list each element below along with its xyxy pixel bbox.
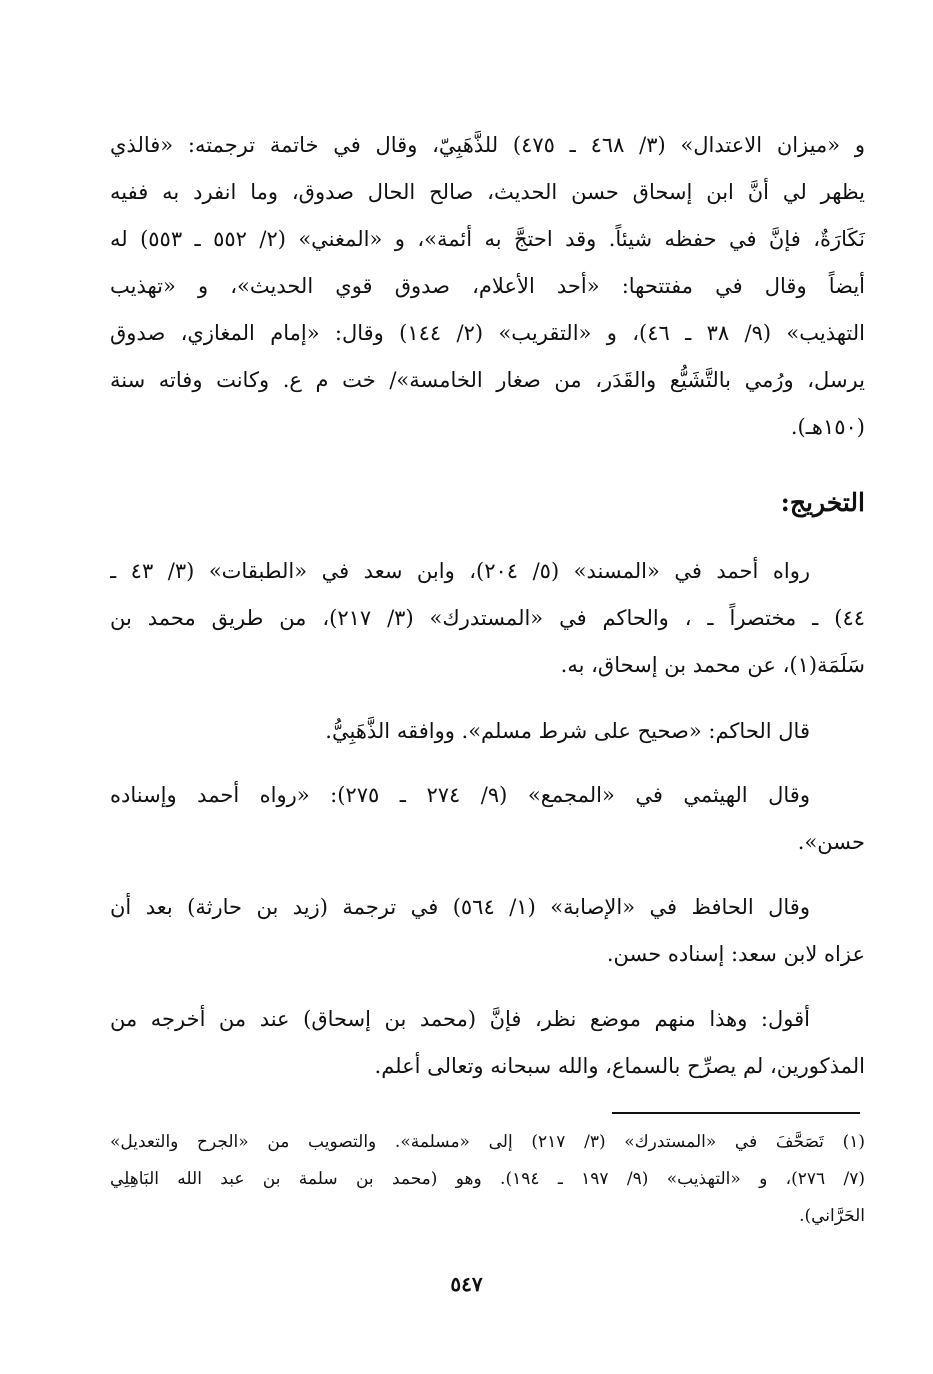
haythami-line: حسن». [797,830,865,854]
takhrij-paragraph [110,548,865,689]
intro-line: أيضاً وقال في مفتتحها: «أحد الأعلام، صدوق قوي الحديث»، و «تهذيب [110,274,865,298]
hafiz-line: وقال الحافظ في «الإصابة» (١/ ٥٦٤) في ترجمة (زيد بن حارثة) بعد أن [110,895,810,919]
footnote [110,1124,865,1235]
hafiz-paragraph [110,884,865,978]
takhrij-line: رواه أحمد في «المسند» (٥/ ٢٠٤)، وابن سعد في «الطبقات» (٣/ ٤٣ ـ [110,559,810,583]
intro-line: التهذيب» (٩/ ٣٨ ـ ٤٦)، و «التقريب» (٢/ ١٤٤) وقال: «إمام المغازي، صدوق [110,321,865,345]
takhrij-line: ٤٤) ـ مختصراً ـ ، والحاكم في «المستدرك» (٣/ ٢١٧)، من طريق محمد بن [110,606,865,630]
hafiz-line: عزاه لابن سعد: إسناده حسن. [606,942,865,966]
footnote-line: (٧/ ٢٧٦)، و «التهذيب» (٩/ ١٩٧ ـ ١٩٤). وهو (محمد بن سلمة بن عبد الله البَاهِلِي [110,1169,865,1189]
intro-line: يظهر لي أنَّ ابن إسحاق حسن الحديث، صالح الحال صدوق، وما انفرد به ففيه [110,180,865,204]
intro-line: نَكَارَةٌ، فإنَّ في حفظه شيئاً. وقد احتجَّ به أئمة»، و «المغني» (٢/ ٥٥٢ ـ ٥٥٣) له [110,227,865,251]
aqool-line: أقول: وهذا منهم موضع نظر، فإنَّ (محمد بن إسحاق) عند من أخرجه من [110,1007,810,1031]
intro-paragraph [110,122,865,451]
haythami-line: وقال الهيثمي في «المجمع» (٩/ ٢٧٤ ـ ٢٧٥): «رواه أحمد وإسناده [110,783,810,807]
section-heading: التخريج: [780,488,865,517]
footnote-line: (١) تَصَحَّفَ في «المستدرك» (٣/ ٢١٧) إلى «مسلمة». والتصويب من «الجرح والتعديل» [110,1132,865,1152]
hakim-line: قال الحاكم: «صحيح على شرط مسلم». ووافقه الذَّهَبِيُّ. [325,719,810,743]
intro-line: و «ميزان الاعتدال» (٣/ ٤٦٨ ـ ٤٧٥) للذَّهَبِيّ، وقال في خاتمة ترجمته: «فالذي [110,133,865,157]
haythami-paragraph [110,772,865,866]
takhrij-line: سَلَمَة(١)، عن محمد بن إسحاق، به. [560,653,865,677]
aqool-paragraph [110,996,865,1090]
footnote-separator [612,1112,860,1114]
aqool-line: المذكورين، لم يصرِّح بالسماع، والله سبحانه وتعالى أعلم. [374,1054,865,1078]
page-number: ٥٤٧ [450,1272,483,1296]
intro-line: يرسل، ورُمي بالتَّشَيُّع والقَدَر، من صغار الخامسة»/ خت م ع. وكانت وفاته سنة [110,368,865,392]
hakim-paragraph [110,708,865,755]
footnote-line: الحَرَّاني). [799,1206,865,1226]
intro-line: (١٥٠هـ). [790,415,865,439]
